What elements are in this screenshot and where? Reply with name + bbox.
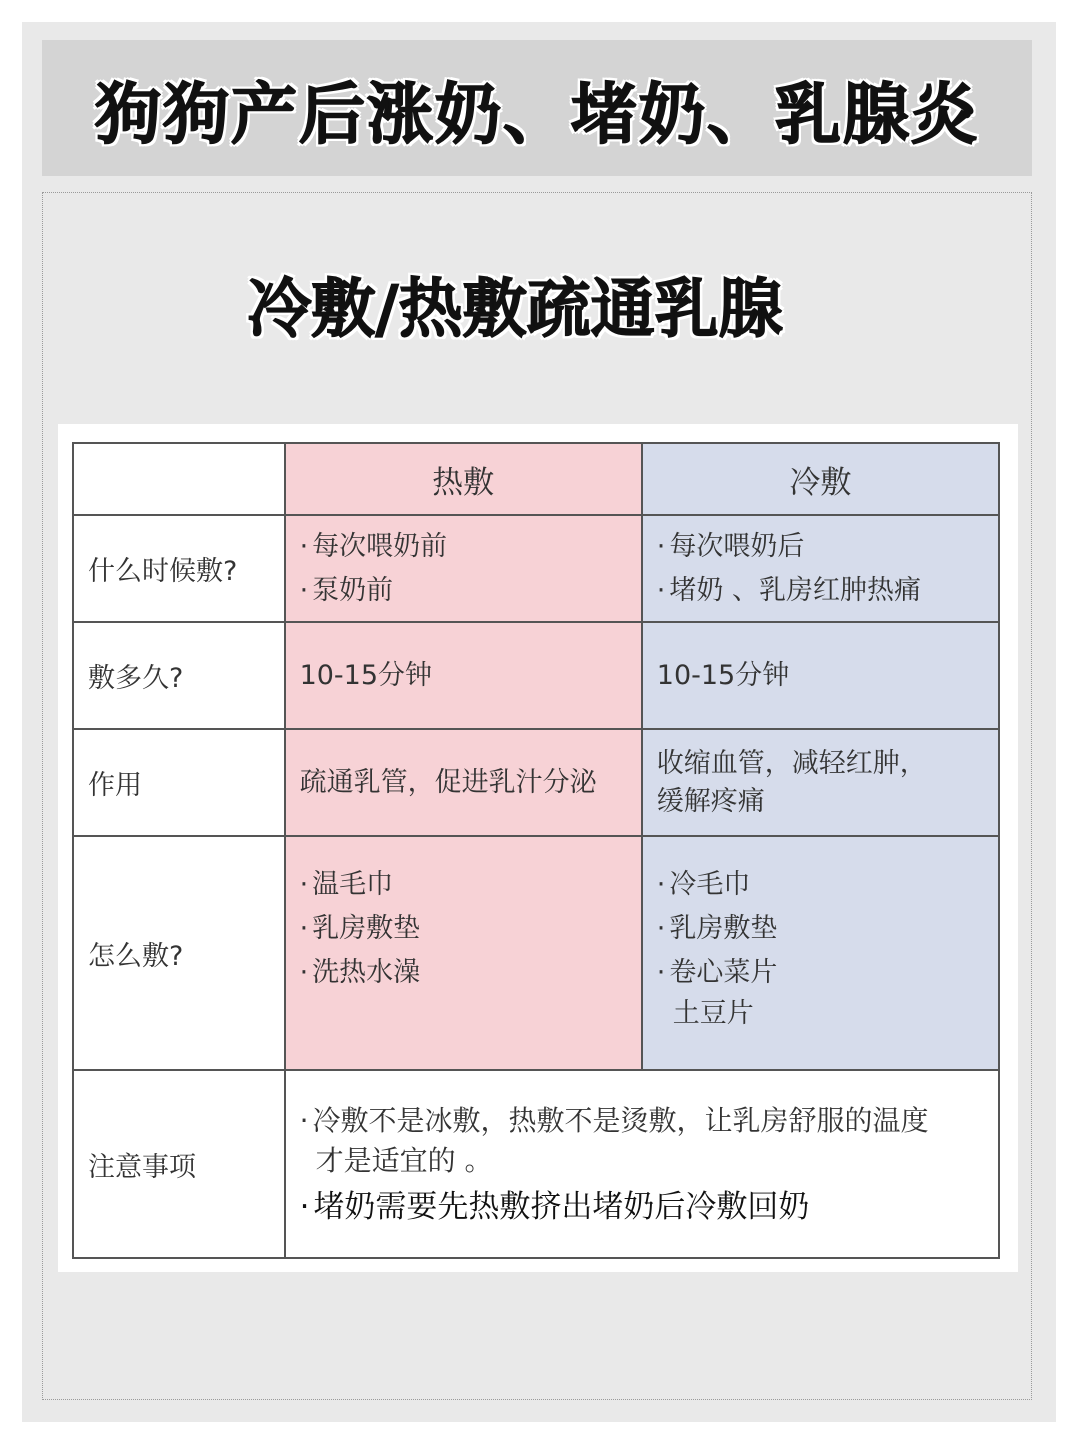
title-banner (42, 40, 1032, 176)
table-header-row (73, 443, 999, 515)
effect-cold-line: 收缩血管，减轻红肿， (656, 747, 927, 779)
list-item: · 每次喂奶前 (300, 525, 627, 569)
header-hot-compress: 热敷 (285, 443, 642, 515)
page-title: 狗狗产后涨奶、堵奶、乳腺炎 (95, 75, 979, 153)
list-item: 土豆片 (672, 998, 754, 1029)
how-cold-cell (642, 836, 999, 1070)
row-label-effect: 作用 (73, 729, 285, 836)
header-cold-compress: 冷敷 (642, 443, 999, 515)
row-label-when: 什么时候敷? (73, 515, 285, 622)
note-item-continuation: 才是适宜的 。 (315, 1144, 493, 1177)
table-row (73, 729, 999, 836)
effect-hot-cell (285, 729, 642, 836)
list-item: · 洗热水澡 (300, 951, 627, 995)
row-label-notes: 注意事项 (73, 1070, 285, 1258)
table-row (73, 622, 999, 729)
when-cold-cell (642, 515, 999, 622)
list-item: · 温毛巾 (300, 863, 627, 907)
page-subtitle: 冷敷/热敷疏通乳腺 (247, 273, 783, 347)
compress-comparison-table (72, 442, 1000, 1259)
when-hot-cell (285, 515, 642, 622)
effect-cold-line: 缓解疼痛 (656, 785, 765, 817)
table-row (73, 515, 999, 622)
duration-cold-value: 10-15分钟 (656, 659, 790, 691)
duration-hot-cell (285, 622, 642, 729)
effect-cold-cell (642, 729, 999, 836)
row-label-how: 怎么敷? (73, 836, 285, 1070)
list-item: · 泵奶前 (300, 569, 627, 613)
list-item: · 乳房敷垫 (300, 907, 627, 951)
list-item: · 卷心菜片 (657, 951, 984, 995)
how-hot-cell (285, 836, 642, 1070)
list-item: · 乳房敷垫 (657, 907, 984, 951)
header-blank-cell (73, 443, 285, 515)
duration-cold-cell (642, 622, 999, 729)
note-item: · 堵奶需要先热敷挤出堵奶后冷敷回奶 (300, 1186, 984, 1228)
note-item: · 冷敷不是冰敷，热敷不是烫敷，让乳房舒服的温度 (300, 1100, 984, 1142)
table-row (73, 836, 999, 1070)
table-row-notes (73, 1070, 999, 1258)
duration-hot-value: 10-15分钟 (299, 659, 433, 691)
list-item: · 每次喂奶后 (657, 525, 984, 569)
row-label-duration: 敷多久? (73, 622, 285, 729)
list-item: · 堵奶 、乳房红肿热痛 (657, 569, 984, 613)
notes-cell (285, 1070, 999, 1258)
effect-hot-value: 疏通乳管，促进乳汁分泌 (299, 766, 597, 798)
list-item: · 冷毛巾 (657, 863, 984, 907)
